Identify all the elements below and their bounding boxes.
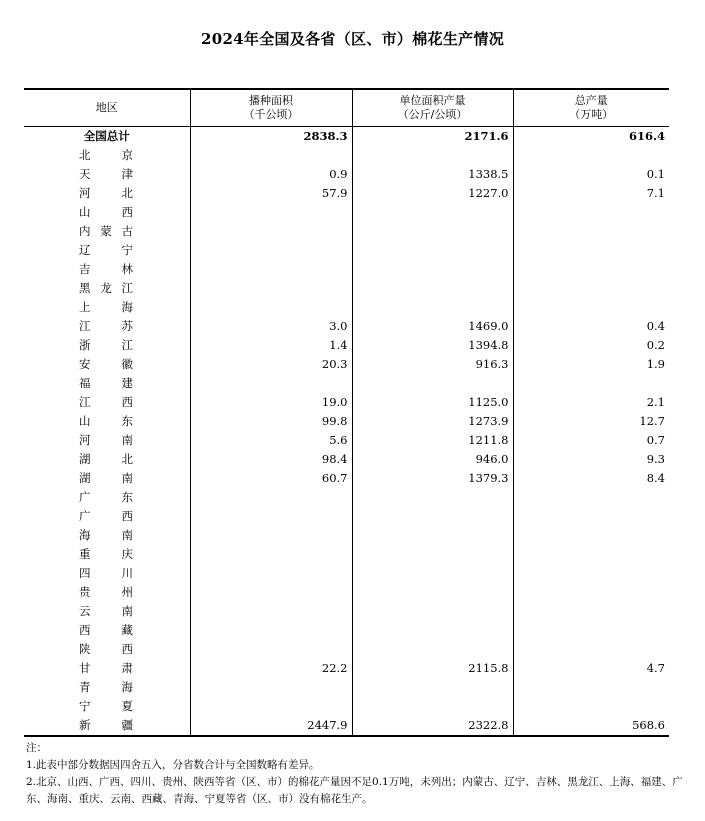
table-row <box>24 621 669 640</box>
cell-region <box>24 317 190 336</box>
cell-sown-area: 60.7 <box>190 469 352 488</box>
table-body <box>24 127 669 737</box>
region-name: 福建 <box>79 376 133 390</box>
cell-total-output <box>513 621 669 640</box>
cell-total-output <box>513 640 669 659</box>
region-name: 广东 <box>79 490 133 504</box>
cell-total-output: 0.4 <box>513 317 669 336</box>
cell-yield <box>352 222 513 241</box>
cell-total-output <box>513 222 669 241</box>
region-name: 山西 <box>79 205 133 219</box>
cell-region <box>24 716 190 736</box>
cell-total-output: 0.7 <box>513 431 669 450</box>
region-name: 甘肃 <box>79 661 133 675</box>
cell-total-output: 2.1 <box>513 393 669 412</box>
cell-region <box>24 165 190 184</box>
cell-total-output <box>513 298 669 317</box>
cell-total-output <box>513 602 669 621</box>
cell-yield: 916.3 <box>352 355 513 374</box>
table-row <box>24 374 669 393</box>
table-row <box>24 222 669 241</box>
cell-yield: 1227.0 <box>352 184 513 203</box>
header-yield-unit: （公斤/公顷） <box>397 108 468 121</box>
table-row <box>24 545 669 564</box>
cell-sown-area: 20.3 <box>190 355 352 374</box>
note-item-2: 2.北京、山西、广西、四川、贵州、陕西等省（区、市）的棉花产量因不足0.1万吨，未列出；内蒙古、辽宁、吉林、黑龙江、上海、福建、广东、海南、重庆、云南、西藏、青海、宁夏等省（区、市）没有棉花生产。 <box>26 776 683 805</box>
cell-sown-area: 2447.9 <box>190 716 352 736</box>
region-name: 湖北 <box>79 452 133 466</box>
cell-sown-area <box>190 621 352 640</box>
cell-region <box>24 583 190 602</box>
table-row <box>24 336 669 355</box>
cell-sown-area <box>190 203 352 222</box>
cell-total-output: 568.6 <box>513 716 669 736</box>
cell-yield: 1125.0 <box>352 393 513 412</box>
cell-region <box>24 621 190 640</box>
cell-yield: 2322.8 <box>352 716 513 736</box>
cell-region <box>24 336 190 355</box>
cell-yield <box>352 545 513 564</box>
cell-region <box>24 146 190 165</box>
region-name: 贵州 <box>79 585 133 599</box>
cell-total-output <box>513 507 669 526</box>
table-row <box>24 412 669 431</box>
table-row <box>24 279 669 298</box>
cell-region <box>24 697 190 716</box>
region-name: 浙江 <box>79 338 133 352</box>
cell-yield: 2115.8 <box>352 659 513 678</box>
table-row <box>24 260 669 279</box>
region-name: 湖南 <box>79 471 133 485</box>
cell-total-output <box>513 374 669 393</box>
cell-yield <box>352 146 513 165</box>
cell-sown-area <box>190 526 352 545</box>
header-total-output-unit: （万吨） <box>569 108 614 121</box>
cell-yield <box>352 564 513 583</box>
table-row <box>24 165 669 184</box>
cell-sown-area: 2838.3 <box>190 127 352 147</box>
cell-sown-area <box>190 488 352 507</box>
table-row-total <box>24 127 669 147</box>
cell-yield: 1469.0 <box>352 317 513 336</box>
cell-total-output <box>513 203 669 222</box>
cell-yield <box>352 583 513 602</box>
cell-region <box>24 507 190 526</box>
cell-yield <box>352 374 513 393</box>
cell-sown-area <box>190 298 352 317</box>
header-sown-area-label: 播种面积 <box>249 94 293 107</box>
cell-sown-area: 99.8 <box>190 412 352 431</box>
cell-yield <box>352 488 513 507</box>
header-yield <box>352 89 513 127</box>
region-name: 辽宁 <box>79 243 133 257</box>
header-region <box>24 89 190 127</box>
region-name: 重庆 <box>79 547 133 561</box>
cell-region <box>24 184 190 203</box>
cell-yield: 1338.5 <box>352 165 513 184</box>
cell-yield <box>352 526 513 545</box>
region-name: 云南 <box>79 604 133 618</box>
cell-yield <box>352 507 513 526</box>
cell-region <box>24 222 190 241</box>
cell-sown-area <box>190 222 352 241</box>
header-sown-area <box>190 89 352 127</box>
table-row <box>24 716 669 736</box>
region-name: 江西 <box>79 395 133 409</box>
cell-sown-area <box>190 697 352 716</box>
cell-total-output <box>513 697 669 716</box>
cell-yield: 1211.8 <box>352 431 513 450</box>
region-name: 全国总计 <box>83 129 130 143</box>
header-total-output-label: 总产量 <box>574 94 608 107</box>
region-name: 四川 <box>79 566 133 580</box>
cell-sown-area <box>190 146 352 165</box>
page-title: 2024年全国及各省（区、市）棉花生产情况 <box>200 30 505 48</box>
cotton-production-table <box>24 88 669 737</box>
table-row <box>24 678 669 697</box>
cell-yield: 1394.8 <box>352 336 513 355</box>
cell-region <box>24 640 190 659</box>
cell-total-output <box>513 488 669 507</box>
region-name: 新疆 <box>79 718 133 732</box>
cell-total-output: 7.1 <box>513 184 669 203</box>
cell-sown-area <box>190 507 352 526</box>
table-row <box>24 602 669 621</box>
table-row <box>24 469 669 488</box>
region-name: 安徽 <box>79 357 133 371</box>
cell-yield: 946.0 <box>352 450 513 469</box>
region-name: 吉林 <box>79 262 133 276</box>
region-name: 西藏 <box>79 623 133 637</box>
region-name: 上海 <box>79 300 133 314</box>
cell-region <box>24 602 190 621</box>
cell-yield <box>352 298 513 317</box>
cell-yield <box>352 260 513 279</box>
region-name: 宁夏 <box>79 699 133 713</box>
cell-total-output <box>513 678 669 697</box>
region-name: 内蒙古 <box>79 224 133 238</box>
note-item-1: 1.此表中部分数据因四舍五入，分省数合计与全国数略有差异。 <box>26 759 320 771</box>
table-row <box>24 640 669 659</box>
table-header-row <box>24 89 669 127</box>
cell-yield <box>352 678 513 697</box>
table-row <box>24 488 669 507</box>
cell-total-output <box>513 279 669 298</box>
table-row <box>24 697 669 716</box>
cell-yield <box>352 279 513 298</box>
table-row <box>24 526 669 545</box>
cell-total-output: 9.3 <box>513 450 669 469</box>
cell-region <box>24 545 190 564</box>
cell-region <box>24 659 190 678</box>
notes-label: 注： <box>26 742 47 754</box>
region-name: 北京 <box>79 148 133 162</box>
table-row <box>24 355 669 374</box>
table-row <box>24 583 669 602</box>
cell-total-output <box>513 583 669 602</box>
cell-region <box>24 412 190 431</box>
cell-yield <box>352 697 513 716</box>
table-row <box>24 298 669 317</box>
table-row <box>24 564 669 583</box>
region-name: 河南 <box>79 433 133 447</box>
cell-sown-area <box>190 564 352 583</box>
cell-region <box>24 431 190 450</box>
header-total-output <box>513 89 669 127</box>
cell-sown-area <box>190 640 352 659</box>
cell-region <box>24 450 190 469</box>
cell-region <box>24 355 190 374</box>
cell-total-output: 12.7 <box>513 412 669 431</box>
table-row <box>24 203 669 222</box>
cell-sown-area <box>190 583 352 602</box>
region-name: 黑龙江 <box>79 281 133 295</box>
header-region-label: 地区 <box>95 101 118 114</box>
cell-sown-area <box>190 545 352 564</box>
cell-sown-area: 0.9 <box>190 165 352 184</box>
cell-total-output: 616.4 <box>513 127 669 147</box>
cell-yield: 1379.3 <box>352 469 513 488</box>
cell-total-output <box>513 260 669 279</box>
table-row <box>24 659 669 678</box>
cell-yield <box>352 602 513 621</box>
cell-region <box>24 374 190 393</box>
cell-total-output <box>513 545 669 564</box>
table-row <box>24 184 669 203</box>
cell-sown-area <box>190 374 352 393</box>
cell-total-output: 4.7 <box>513 659 669 678</box>
region-name: 河北 <box>79 186 133 200</box>
cell-sown-area: 98.4 <box>190 450 352 469</box>
cell-region <box>24 393 190 412</box>
table-row <box>24 146 669 165</box>
header-sown-area-unit: （千公顷） <box>243 108 299 121</box>
table-row <box>24 431 669 450</box>
cell-region <box>24 564 190 583</box>
header-yield-label: 单位面积产量 <box>399 94 466 107</box>
cell-total-output: 8.4 <box>513 469 669 488</box>
cell-yield <box>352 621 513 640</box>
cell-region <box>24 127 190 147</box>
region-name: 江苏 <box>79 319 133 333</box>
cell-region <box>24 488 190 507</box>
cell-sown-area: 5.6 <box>190 431 352 450</box>
cell-total-output <box>513 241 669 260</box>
region-name: 广西 <box>79 509 133 523</box>
cell-total-output <box>513 526 669 545</box>
cell-sown-area <box>190 602 352 621</box>
table-row <box>24 317 669 336</box>
table-row <box>24 393 669 412</box>
cell-total-output <box>513 146 669 165</box>
region-name: 青海 <box>79 680 133 694</box>
cell-region <box>24 203 190 222</box>
cell-region <box>24 298 190 317</box>
cell-total-output <box>513 564 669 583</box>
table-row <box>24 241 669 260</box>
cell-sown-area: 1.4 <box>190 336 352 355</box>
cell-sown-area <box>190 279 352 298</box>
table-row <box>24 507 669 526</box>
region-name: 陕西 <box>79 642 133 656</box>
region-name: 天津 <box>79 167 133 181</box>
cell-sown-area <box>190 260 352 279</box>
cell-sown-area: 57.9 <box>190 184 352 203</box>
cell-region <box>24 260 190 279</box>
cell-total-output: 1.9 <box>513 355 669 374</box>
region-name: 山东 <box>79 414 133 428</box>
table-row <box>24 450 669 469</box>
cell-region <box>24 241 190 260</box>
cell-yield: 2171.6 <box>352 127 513 147</box>
cell-total-output: 0.2 <box>513 336 669 355</box>
cell-yield: 1273.9 <box>352 412 513 431</box>
cell-region <box>24 678 190 697</box>
cell-yield <box>352 241 513 260</box>
cell-region <box>24 469 190 488</box>
cell-region <box>24 279 190 298</box>
cell-yield <box>352 640 513 659</box>
cell-sown-area: 19.0 <box>190 393 352 412</box>
region-name: 海南 <box>79 528 133 542</box>
cell-total-output: 0.1 <box>513 165 669 184</box>
cell-yield <box>352 203 513 222</box>
cell-sown-area: 3.0 <box>190 317 352 336</box>
footnotes <box>26 740 686 808</box>
cell-sown-area: 22.2 <box>190 659 352 678</box>
cell-sown-area <box>190 678 352 697</box>
cell-region <box>24 526 190 545</box>
cell-sown-area <box>190 241 352 260</box>
